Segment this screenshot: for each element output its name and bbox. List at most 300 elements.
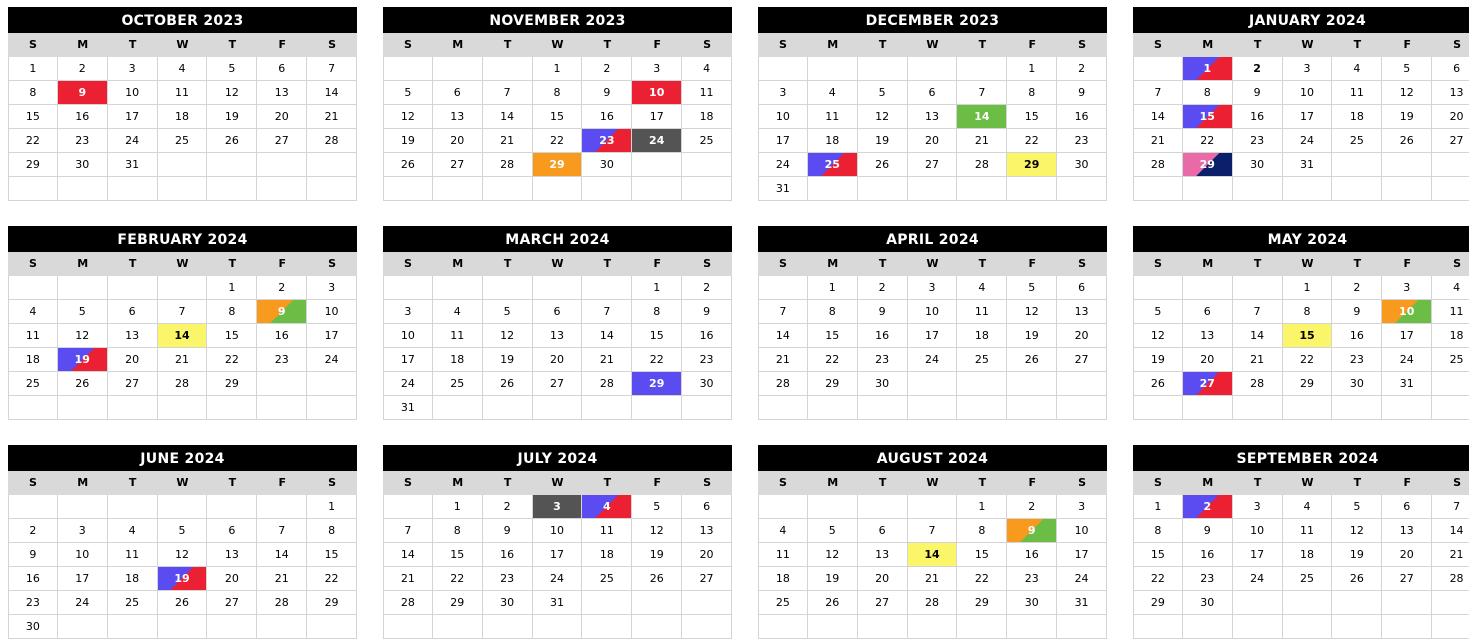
empty-cell bbox=[207, 396, 257, 420]
empty-cell bbox=[858, 57, 908, 81]
day-cell: 31 bbox=[108, 153, 158, 177]
day-cell: 16 bbox=[257, 324, 307, 348]
month-title: DECEMBER 2023 bbox=[758, 7, 1107, 33]
day-cell: 28 bbox=[158, 372, 208, 396]
empty-cell bbox=[808, 177, 858, 201]
weekday-label: T bbox=[228, 257, 237, 270]
empty-cell bbox=[1332, 177, 1382, 201]
day-cell: 19 bbox=[158, 567, 208, 591]
day-cell: 15 bbox=[808, 324, 858, 348]
day-cell: 11 bbox=[108, 543, 158, 567]
empty-cell bbox=[158, 495, 208, 519]
day-cell: 9 bbox=[257, 300, 307, 324]
month-title: AUGUST 2024 bbox=[758, 445, 1107, 471]
weekday-label: M bbox=[827, 257, 839, 270]
day-cell: 24 bbox=[632, 129, 682, 153]
weekday-label: S bbox=[28, 257, 37, 270]
day-cell: 2 bbox=[483, 495, 533, 519]
empty-cell bbox=[1382, 153, 1432, 177]
empty-cell bbox=[1432, 153, 1469, 177]
weekday-label: F bbox=[1403, 257, 1411, 270]
day-cell: 11 bbox=[1332, 81, 1382, 105]
day-cell: 2 bbox=[682, 276, 732, 300]
day-cell: 26 bbox=[858, 153, 908, 177]
day-cell: 17 bbox=[58, 567, 108, 591]
weekday-label: T bbox=[978, 257, 987, 270]
day-cell: 28 bbox=[383, 591, 433, 615]
empty-cell bbox=[632, 153, 682, 177]
empty-cell bbox=[1007, 396, 1057, 420]
empty-cell bbox=[582, 591, 632, 615]
day-cell: 5 bbox=[1382, 57, 1432, 81]
empty-cell bbox=[483, 177, 533, 201]
day-cell: 7 bbox=[758, 300, 808, 324]
day-cell: 17 bbox=[908, 324, 958, 348]
day-cell: 18 bbox=[1283, 543, 1333, 567]
day-cell: 19 bbox=[632, 543, 682, 567]
empty-cell bbox=[682, 396, 732, 420]
day-cell: 23 bbox=[1332, 348, 1382, 372]
empty-cell bbox=[433, 276, 483, 300]
day-cell: 3 bbox=[307, 276, 357, 300]
day-cell: 28 bbox=[483, 153, 533, 177]
empty-cell bbox=[8, 396, 58, 420]
day-cell: 12 bbox=[1133, 324, 1183, 348]
weekday-label: W bbox=[926, 476, 939, 489]
day-cell: 15 bbox=[632, 324, 682, 348]
day-cell: 18 bbox=[1332, 105, 1382, 129]
day-cell: 18 bbox=[582, 543, 632, 567]
day-cell: 18 bbox=[8, 348, 58, 372]
day-cell: 26 bbox=[1382, 129, 1432, 153]
day-cell: 4 bbox=[582, 495, 632, 519]
empty-cell bbox=[257, 177, 307, 201]
day-cell: 6 bbox=[1382, 495, 1432, 519]
day-cell: 6 bbox=[682, 495, 732, 519]
empty-cell bbox=[957, 372, 1007, 396]
empty-cell bbox=[8, 177, 58, 201]
empty-cell bbox=[257, 396, 307, 420]
empty-cell bbox=[758, 396, 808, 420]
day-cell: 2 bbox=[1233, 57, 1283, 81]
day-grid bbox=[383, 276, 732, 420]
day-cell: 3 bbox=[108, 57, 158, 81]
day-cell: 21 bbox=[383, 567, 433, 591]
empty-cell bbox=[1183, 276, 1233, 300]
empty-cell bbox=[808, 396, 858, 420]
day-cell: 27 bbox=[533, 372, 583, 396]
weekday-label: W bbox=[1301, 476, 1314, 489]
day-cell: 3 bbox=[758, 81, 808, 105]
empty-cell bbox=[533, 177, 583, 201]
day-cell: 28 bbox=[307, 129, 357, 153]
month-calendar bbox=[8, 7, 357, 201]
empty-cell bbox=[808, 495, 858, 519]
empty-cell bbox=[957, 615, 1007, 639]
empty-cell bbox=[383, 177, 433, 201]
day-cell: 12 bbox=[158, 543, 208, 567]
day-cell: 21 bbox=[957, 129, 1007, 153]
day-cell: 29 bbox=[433, 591, 483, 615]
day-cell: 20 bbox=[858, 567, 908, 591]
day-cell: 16 bbox=[1183, 543, 1233, 567]
day-cell: 30 bbox=[682, 372, 732, 396]
empty-cell bbox=[158, 276, 208, 300]
empty-cell bbox=[257, 495, 307, 519]
empty-cell bbox=[307, 615, 357, 639]
day-cell: 10 bbox=[383, 324, 433, 348]
day-cell: 1 bbox=[1133, 495, 1183, 519]
day-cell: 1 bbox=[533, 57, 583, 81]
day-cell: 2 bbox=[8, 519, 58, 543]
day-cell: 12 bbox=[858, 105, 908, 129]
empty-cell bbox=[58, 615, 108, 639]
day-cell: 14 bbox=[1133, 105, 1183, 129]
day-cell: 2 bbox=[1183, 495, 1233, 519]
empty-cell bbox=[632, 396, 682, 420]
empty-cell bbox=[1283, 591, 1333, 615]
day-cell: 28 bbox=[1432, 567, 1469, 591]
empty-cell bbox=[8, 495, 58, 519]
weekday-header bbox=[1133, 471, 1469, 495]
day-cell: 10 bbox=[307, 300, 357, 324]
day-cell: 17 bbox=[1283, 105, 1333, 129]
empty-cell bbox=[1183, 615, 1233, 639]
day-cell: 1 bbox=[632, 276, 682, 300]
day-cell: 22 bbox=[533, 129, 583, 153]
day-cell: 21 bbox=[908, 567, 958, 591]
day-cell: 23 bbox=[483, 567, 533, 591]
day-cell: 22 bbox=[1283, 348, 1333, 372]
month-calendar bbox=[383, 7, 732, 201]
day-cell: 7 bbox=[1133, 81, 1183, 105]
day-cell: 18 bbox=[808, 129, 858, 153]
month-title: JULY 2024 bbox=[383, 445, 732, 471]
day-cell: 4 bbox=[108, 519, 158, 543]
empty-cell bbox=[257, 153, 307, 177]
day-cell: 24 bbox=[758, 153, 808, 177]
weekday-label: T bbox=[503, 476, 512, 489]
empty-cell bbox=[1057, 396, 1107, 420]
day-cell: 1 bbox=[433, 495, 483, 519]
day-grid bbox=[1133, 495, 1469, 639]
day-cell: 6 bbox=[908, 81, 958, 105]
day-cell: 15 bbox=[1133, 543, 1183, 567]
empty-cell bbox=[632, 615, 682, 639]
weekday-label: S bbox=[28, 38, 37, 51]
empty-cell bbox=[58, 495, 108, 519]
day-cell: 20 bbox=[207, 567, 257, 591]
day-cell: 8 bbox=[207, 300, 257, 324]
day-cell: 12 bbox=[58, 324, 108, 348]
day-cell: 28 bbox=[957, 153, 1007, 177]
day-cell: 26 bbox=[158, 591, 208, 615]
day-cell: 16 bbox=[682, 324, 732, 348]
weekday-label: T bbox=[128, 257, 137, 270]
day-cell: 5 bbox=[808, 519, 858, 543]
day-cell: 10 bbox=[632, 81, 682, 105]
day-grid bbox=[8, 276, 357, 420]
day-cell: 13 bbox=[433, 105, 483, 129]
day-cell: 20 bbox=[1432, 105, 1469, 129]
empty-cell bbox=[957, 57, 1007, 81]
day-cell: 7 bbox=[1233, 300, 1283, 324]
weekday-label: M bbox=[77, 38, 89, 51]
day-cell: 21 bbox=[758, 348, 808, 372]
day-cell: 16 bbox=[483, 543, 533, 567]
empty-cell bbox=[758, 495, 808, 519]
empty-cell bbox=[908, 177, 958, 201]
empty-cell bbox=[1183, 396, 1233, 420]
day-cell: 22 bbox=[207, 348, 257, 372]
day-cell: 12 bbox=[632, 519, 682, 543]
empty-cell bbox=[1007, 177, 1057, 201]
empty-cell bbox=[1332, 615, 1382, 639]
day-cell: 30 bbox=[483, 591, 533, 615]
weekday-header bbox=[8, 252, 357, 276]
empty-cell bbox=[1332, 591, 1382, 615]
day-cell: 5 bbox=[858, 81, 908, 105]
day-cell: 9 bbox=[858, 300, 908, 324]
empty-cell bbox=[682, 177, 732, 201]
empty-cell bbox=[1332, 396, 1382, 420]
day-cell: 6 bbox=[1057, 276, 1107, 300]
empty-cell bbox=[483, 396, 533, 420]
day-cell: 26 bbox=[1007, 348, 1057, 372]
empty-cell bbox=[383, 615, 433, 639]
day-grid bbox=[1133, 276, 1469, 420]
day-cell: 9 bbox=[1233, 81, 1283, 105]
day-cell: 12 bbox=[483, 324, 533, 348]
weekday-label: T bbox=[128, 476, 137, 489]
weekday-label: M bbox=[77, 476, 89, 489]
day-cell: 7 bbox=[908, 519, 958, 543]
month-title: NOVEMBER 2023 bbox=[383, 7, 732, 33]
weekday-label: S bbox=[1078, 257, 1087, 270]
weekday-label: S bbox=[1453, 476, 1462, 489]
day-cell: 6 bbox=[433, 81, 483, 105]
day-cell: 22 bbox=[1007, 129, 1057, 153]
day-cell: 1 bbox=[957, 495, 1007, 519]
day-cell: 4 bbox=[758, 519, 808, 543]
day-cell: 29 bbox=[1283, 372, 1333, 396]
weekday-label: F bbox=[1403, 476, 1411, 489]
empty-cell bbox=[1233, 591, 1283, 615]
day-cell: 17 bbox=[632, 105, 682, 129]
day-cell: 16 bbox=[58, 105, 108, 129]
empty-cell bbox=[307, 372, 357, 396]
day-cell: 20 bbox=[1183, 348, 1233, 372]
day-cell: 11 bbox=[808, 105, 858, 129]
day-cell: 16 bbox=[1233, 105, 1283, 129]
day-cell: 13 bbox=[108, 324, 158, 348]
day-cell: 14 bbox=[908, 543, 958, 567]
day-cell: 8 bbox=[433, 519, 483, 543]
weekday-label: W bbox=[926, 257, 939, 270]
empty-cell bbox=[1283, 396, 1333, 420]
day-cell: 24 bbox=[908, 348, 958, 372]
weekday-label: W bbox=[1301, 257, 1314, 270]
day-cell: 21 bbox=[1233, 348, 1283, 372]
day-cell: 25 bbox=[582, 567, 632, 591]
day-cell: 29 bbox=[8, 153, 58, 177]
weekday-label: W bbox=[176, 476, 189, 489]
weekday-label: T bbox=[878, 257, 887, 270]
day-cell: 11 bbox=[682, 81, 732, 105]
empty-cell bbox=[307, 153, 357, 177]
empty-cell bbox=[1382, 591, 1432, 615]
day-cell: 10 bbox=[58, 543, 108, 567]
weekday-label: T bbox=[1353, 476, 1362, 489]
day-cell: 14 bbox=[1432, 519, 1469, 543]
day-grid bbox=[383, 495, 732, 639]
day-cell: 24 bbox=[307, 348, 357, 372]
day-cell: 11 bbox=[433, 324, 483, 348]
day-cell: 10 bbox=[758, 105, 808, 129]
empty-cell bbox=[582, 615, 632, 639]
day-cell: 6 bbox=[1183, 300, 1233, 324]
day-cell: 22 bbox=[1183, 129, 1233, 153]
day-cell: 22 bbox=[808, 348, 858, 372]
empty-cell bbox=[108, 276, 158, 300]
day-cell: 18 bbox=[1432, 324, 1469, 348]
day-cell: 28 bbox=[908, 591, 958, 615]
weekday-label: W bbox=[176, 38, 189, 51]
empty-cell bbox=[1133, 57, 1183, 81]
empty-cell bbox=[1133, 615, 1183, 639]
day-cell: 19 bbox=[1382, 105, 1432, 129]
empty-cell bbox=[108, 396, 158, 420]
weekday-header bbox=[8, 471, 357, 495]
day-cell: 1 bbox=[1007, 57, 1057, 81]
weekday-label: F bbox=[278, 257, 286, 270]
day-cell: 20 bbox=[533, 348, 583, 372]
day-cell: 6 bbox=[858, 519, 908, 543]
day-cell: 26 bbox=[58, 372, 108, 396]
day-cell: 3 bbox=[383, 300, 433, 324]
day-cell: 16 bbox=[8, 567, 58, 591]
day-cell: 26 bbox=[1133, 372, 1183, 396]
day-cell: 12 bbox=[207, 81, 257, 105]
day-cell: 13 bbox=[1183, 324, 1233, 348]
weekday-label: F bbox=[1403, 38, 1411, 51]
day-cell: 17 bbox=[383, 348, 433, 372]
empty-cell bbox=[758, 57, 808, 81]
month-calendar bbox=[383, 445, 732, 639]
day-cell: 31 bbox=[533, 591, 583, 615]
day-cell: 13 bbox=[1057, 300, 1107, 324]
day-cell: 8 bbox=[1183, 81, 1233, 105]
day-cell: 4 bbox=[808, 81, 858, 105]
empty-cell bbox=[582, 396, 632, 420]
day-cell: 7 bbox=[1432, 495, 1469, 519]
day-cell: 10 bbox=[1057, 519, 1107, 543]
weekday-label: S bbox=[778, 257, 787, 270]
weekday-label: S bbox=[703, 476, 712, 489]
day-cell: 2 bbox=[582, 57, 632, 81]
empty-cell bbox=[1283, 615, 1333, 639]
empty-cell bbox=[207, 615, 257, 639]
day-cell: 4 bbox=[1432, 276, 1469, 300]
day-cell: 11 bbox=[158, 81, 208, 105]
day-cell: 30 bbox=[582, 153, 632, 177]
day-cell: 20 bbox=[433, 129, 483, 153]
day-cell: 17 bbox=[533, 543, 583, 567]
day-cell: 25 bbox=[108, 591, 158, 615]
day-cell: 14 bbox=[1233, 324, 1283, 348]
empty-cell bbox=[58, 276, 108, 300]
day-cell: 18 bbox=[158, 105, 208, 129]
day-cell: 25 bbox=[1432, 348, 1469, 372]
day-cell: 30 bbox=[1057, 153, 1107, 177]
day-cell: 12 bbox=[808, 543, 858, 567]
day-cell: 23 bbox=[58, 129, 108, 153]
weekday-label: M bbox=[452, 476, 464, 489]
empty-cell bbox=[433, 57, 483, 81]
day-cell: 8 bbox=[533, 81, 583, 105]
day-cell: 23 bbox=[858, 348, 908, 372]
empty-cell bbox=[108, 495, 158, 519]
day-cell: 5 bbox=[632, 495, 682, 519]
weekday-label: S bbox=[1078, 38, 1087, 51]
day-cell: 28 bbox=[1233, 372, 1283, 396]
day-cell: 20 bbox=[908, 129, 958, 153]
day-cell: 7 bbox=[158, 300, 208, 324]
day-cell: 7 bbox=[307, 57, 357, 81]
day-cell: 3 bbox=[1057, 495, 1107, 519]
empty-cell bbox=[158, 177, 208, 201]
day-cell: 15 bbox=[433, 543, 483, 567]
empty-cell bbox=[682, 591, 732, 615]
weekday-label: F bbox=[1028, 38, 1036, 51]
day-cell: 6 bbox=[533, 300, 583, 324]
day-cell: 6 bbox=[108, 300, 158, 324]
day-cell: 7 bbox=[483, 81, 533, 105]
empty-cell bbox=[1183, 177, 1233, 201]
day-cell: 22 bbox=[433, 567, 483, 591]
day-cell: 13 bbox=[207, 543, 257, 567]
day-cell: 31 bbox=[1283, 153, 1333, 177]
empty-cell bbox=[158, 396, 208, 420]
empty-cell bbox=[207, 495, 257, 519]
weekday-label: S bbox=[1153, 257, 1162, 270]
weekday-header bbox=[383, 252, 732, 276]
day-cell: 22 bbox=[307, 567, 357, 591]
day-cell: 11 bbox=[1283, 519, 1333, 543]
weekday-label: M bbox=[77, 257, 89, 270]
day-cell: 7 bbox=[582, 300, 632, 324]
day-cell: 3 bbox=[58, 519, 108, 543]
day-cell: 16 bbox=[1057, 105, 1107, 129]
day-cell: 4 bbox=[433, 300, 483, 324]
day-cell: 22 bbox=[8, 129, 58, 153]
day-cell: 16 bbox=[1332, 324, 1382, 348]
day-cell: 28 bbox=[582, 372, 632, 396]
month-calendar bbox=[1133, 7, 1469, 201]
empty-cell bbox=[1382, 177, 1432, 201]
day-cell: 26 bbox=[207, 129, 257, 153]
weekday-label: S bbox=[1078, 476, 1087, 489]
day-cell: 8 bbox=[307, 519, 357, 543]
day-cell: 9 bbox=[58, 81, 108, 105]
weekday-label: T bbox=[1353, 257, 1362, 270]
day-cell: 23 bbox=[682, 348, 732, 372]
month-calendar bbox=[383, 226, 732, 420]
day-cell: 8 bbox=[957, 519, 1007, 543]
empty-cell bbox=[1057, 177, 1107, 201]
day-cell: 31 bbox=[1057, 591, 1107, 615]
day-cell: 23 bbox=[1007, 567, 1057, 591]
